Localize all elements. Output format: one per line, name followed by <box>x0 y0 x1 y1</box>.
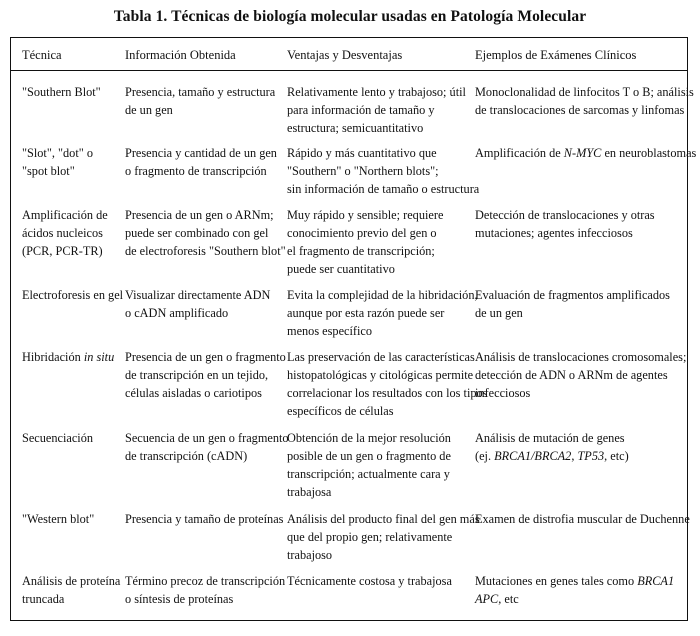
table-row-slot-ejemplos: Amplificación de N-MYC en neuroblastomas <box>475 146 697 160</box>
table-row-western-ejemplos: Examen de distrofia muscular de Duchenne <box>475 512 690 526</box>
table-row-hibridacion-ventajas: Las preservación de las características histopatológicas y citológicas permite correlacionar los resultados con los tipos específicos de células <box>287 350 488 418</box>
techniques-table <box>10 37 697 621</box>
table-row-hibridacion-tecnica: Hibridación in situ <box>22 350 115 364</box>
table-row-proteina-ventajas: Técnicamente costosa y trabajosa <box>287 574 452 588</box>
header-divider <box>11 70 687 71</box>
table-row-slot-ventajas: Rápido y más cuantitativo que "Southern" o "Northern blots"; sin información de tamaño o estructura <box>287 146 480 196</box>
table-row-secuenciacion-ventajas: Obtención de la mejor resolución posible de un gen o fragmento de transcripción; actualmente cara y trabajosa <box>287 431 451 499</box>
table-row-pcr-ventajas: Muy rápido y sensible; requiere conocimiento previo del gen o el fragmento de transcripción; puede ser cuantitativo <box>287 208 444 276</box>
table-row-pcr-ejemplos: Detección de translocaciones y otras mutaciones; agentes infecciosos <box>475 208 655 240</box>
table-row-southern-tecnica: "Southern Blot" <box>22 85 101 99</box>
table-row-western-informacion: Presencia y tamaño de proteínas <box>125 512 284 526</box>
table-row-electroforesis-ventajas: Evita la complejidad de la hibridación, aunque por esta razón puede ser menos específico <box>287 288 478 338</box>
table-row-proteina-ejemplos: Mutaciones en genes tales como BRCA1 APC, etc <box>475 574 675 606</box>
table-row-western-ventajas: Análisis del producto final del gen más que del propio gen; relativamente trabajoso <box>287 512 480 562</box>
table-row-hibridacion-informacion: Presencia de un gen o fragmento de transcripción en un tejido, células aisladas o cariotipos <box>125 350 286 400</box>
column-header-tecnica: Técnica <box>22 48 62 62</box>
table-row-electroforesis-ejemplos: Evaluación de fragmentos amplificados de un gen <box>475 288 670 320</box>
table-row-slot-tecnica: "Slot", "dot" o "spot blot" <box>22 146 93 178</box>
table-row-southern-informacion: Presencia, tamaño y estructura de un gen <box>125 85 276 117</box>
table-row-secuenciacion-tecnica: Secuenciación <box>22 431 94 445</box>
table-title: Tabla 1. Técnicas de biología molecular usadas en Patología Molecular <box>113 8 587 25</box>
table-row-pcr-tecnica: Amplificación de ácidos nucleicos (PCR, PCR-TR) <box>22 208 108 258</box>
table-row-western-tecnica: "Western blot" <box>22 512 95 526</box>
table-row-pcr-informacion: Presencia de un gen o ARNm; puede ser combinado con gel de electroforesis "Southern blot" <box>125 208 286 258</box>
column-header-ventajas: Ventajas y Desventajas <box>287 48 403 62</box>
table-row-secuenciacion-informacion: Secuencia de un gen o fragmento de transcripción (cADN) <box>125 431 289 463</box>
table-row-electroforesis-informacion: Visualizar directamente ADN o cADN amplificado <box>125 288 271 320</box>
table-row-proteina-tecnica: Análisis de proteína truncada <box>22 574 121 606</box>
table-row-hibridacion-ejemplos: Análisis de translocaciones cromosomales; detección de ADN o ARNm de agentes infecciosos <box>475 350 687 400</box>
table-row-southern-ejemplos: Monoclonalidad de linfocitos T o B; análisis de translocaciones de sarcomas y linfomas <box>475 85 694 117</box>
column-header-ejemplos: Ejemplos de Exámenes Clínicos <box>475 48 637 62</box>
table-row-slot-informacion: Presencia y cantidad de un gen o fragmento de transcripción <box>125 146 277 178</box>
table-row-electroforesis-tecnica: Electroforesis en gel <box>22 288 124 302</box>
table-row-proteina-informacion: Término precoz de transcripción o síntesis de proteínas <box>125 574 286 606</box>
column-header-informacion: Información Obtenida <box>125 48 236 62</box>
table-row-secuenciacion-ejemplos: Análisis de mutación de genes (ej. BRCA1/BRCA2, TP53, etc) <box>475 431 629 463</box>
table-row-southern-ventajas: Relativamente lento y trabajoso; útil para información de tamaño y estructura; semicuantitativo <box>287 85 466 135</box>
